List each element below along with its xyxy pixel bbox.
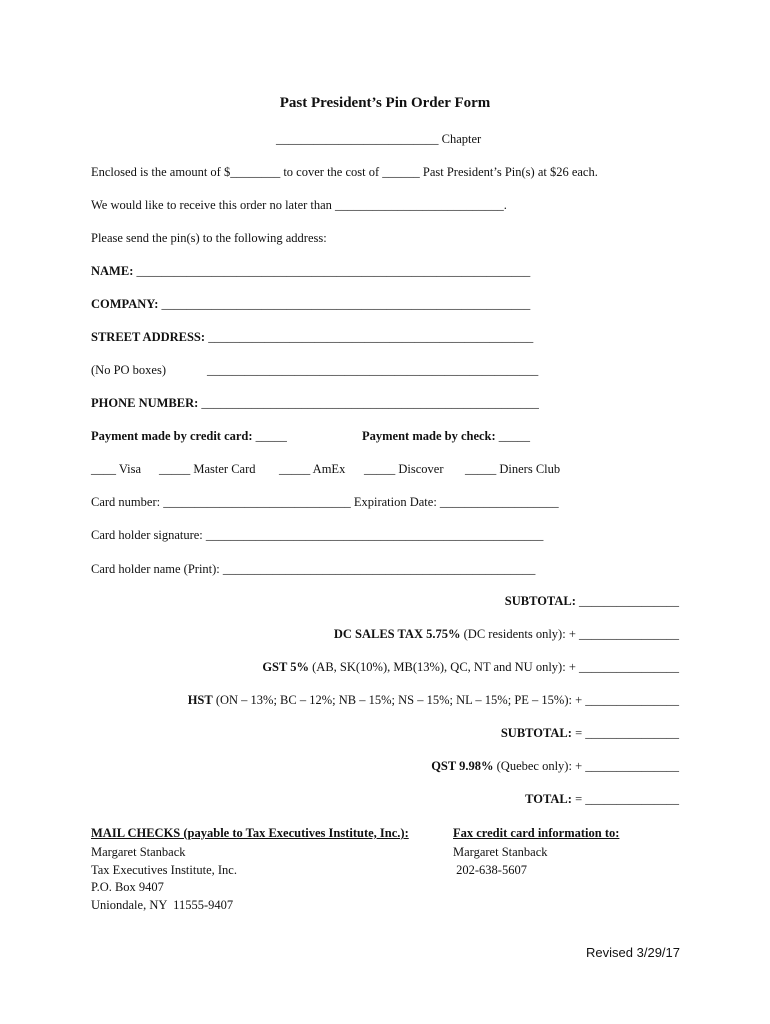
name-line: _______________________________________________________________ (133, 264, 531, 278)
fax-heading: Fax credit card information to: (453, 826, 620, 840)
street-line: ____________________________________________________ (205, 330, 534, 344)
dc-tax-note: (DC residents only): + ________________ (460, 627, 679, 641)
total-blank: = _______________ (571, 792, 679, 806)
dc-sales-tax-line (334, 626, 679, 642)
enclosed-amount-line: Enclosed is the amount of $________ to cover the cost of ______ Past President’s Pin(s) at $26 each. (91, 165, 598, 179)
hst-label: HST (187, 693, 213, 707)
gst-line (262, 659, 679, 675)
name-label: NAME: (91, 264, 134, 278)
chapter-line: __________________________ Chapter (276, 132, 482, 146)
payment-check (362, 428, 530, 444)
card-discover: _____ Discover (364, 462, 444, 476)
mail-address-line: P.O. Box 9407 (91, 880, 164, 894)
name-field (91, 263, 530, 279)
send-address-text: Please send the pin(s) to the following address: (91, 231, 327, 245)
street-field (91, 329, 533, 345)
qst-note: (Quebec only): + _______________ (493, 759, 679, 773)
card-signature-line: Card holder signature: ______________________________________________________ (91, 528, 544, 542)
phone-line: ______________________________________________________ (198, 396, 539, 410)
mail-address-line: Margaret Stanback (91, 845, 186, 859)
po-boxes-label: (No PO boxes) (91, 363, 166, 377)
receive-by-line: We would like to receive this order no later than ___________________________. (91, 198, 507, 212)
street-label: STREET ADDRESS: (91, 330, 206, 344)
mail-address-line: Tax Executives Institute, Inc. (91, 863, 237, 877)
gst-label: GST 5% (262, 660, 309, 674)
card-holder-name-line: Card holder name (Print): __________________________________________________ (91, 562, 536, 576)
card-amex: _____ AmEx (279, 462, 346, 476)
po-boxes-line: _____________________________________________________ (207, 363, 539, 377)
hst-note: (ON – 13%; BC – 12%; NB – 15%; NS – 15%; NL – 15%; PE – 15%): + _______________ (212, 693, 679, 707)
subtotal-2-blank: = _______________ (571, 726, 679, 740)
revised-date: Revised 3/29/17 (586, 945, 680, 960)
payment-credit-card (91, 428, 287, 444)
dc-tax-label: DC SALES TAX 5.75% (333, 627, 461, 641)
credit-card-line: _____ (252, 429, 287, 443)
form-title: Past President’s Pin Order Form (279, 95, 491, 111)
credit-card-label: Payment made by credit card: (91, 429, 253, 443)
card-number-line: Card number: ______________________________ Expiration Date: ___________________ (91, 495, 559, 509)
subtotal-line-2 (501, 725, 679, 741)
qst-label: QST 9.98% (431, 759, 494, 773)
check-line: _____ (495, 429, 531, 443)
subtotal-line-1 (505, 593, 679, 609)
fax-contact-line: 202-638-5607 (453, 863, 527, 877)
company-label: COMPANY: (91, 297, 159, 311)
total-line (525, 791, 679, 807)
subtotal-1-blank: ________________ (575, 594, 679, 608)
total-label: TOTAL: (525, 792, 572, 806)
subtotal-2-label: SUBTOTAL: (500, 726, 572, 740)
card-visa: ____ Visa (91, 462, 142, 476)
phone-field (91, 395, 539, 411)
phone-label: PHONE NUMBER: (91, 396, 199, 410)
qst-line (431, 758, 679, 774)
check-label: Payment made by check: (362, 429, 496, 443)
company-field (91, 296, 530, 312)
hst-line (188, 692, 679, 708)
mail-address-line: Uniondale, NY 11555-9407 (91, 898, 234, 912)
card-diners-club: _____ Diners Club (465, 462, 561, 476)
card-mastercard: _____ Master Card (159, 462, 256, 476)
subtotal-1-label: SUBTOTAL: (504, 594, 576, 608)
mail-checks-heading: MAIL CHECKS (payable to Tax Executives Institute, Inc.): (91, 826, 409, 840)
fax-contact-line: Margaret Stanback (453, 845, 548, 859)
company-line: ___________________________________________________________ (158, 297, 531, 311)
gst-note: (AB, SK(10%), MB(13%), QC, NT and NU only): + ________________ (309, 660, 679, 674)
